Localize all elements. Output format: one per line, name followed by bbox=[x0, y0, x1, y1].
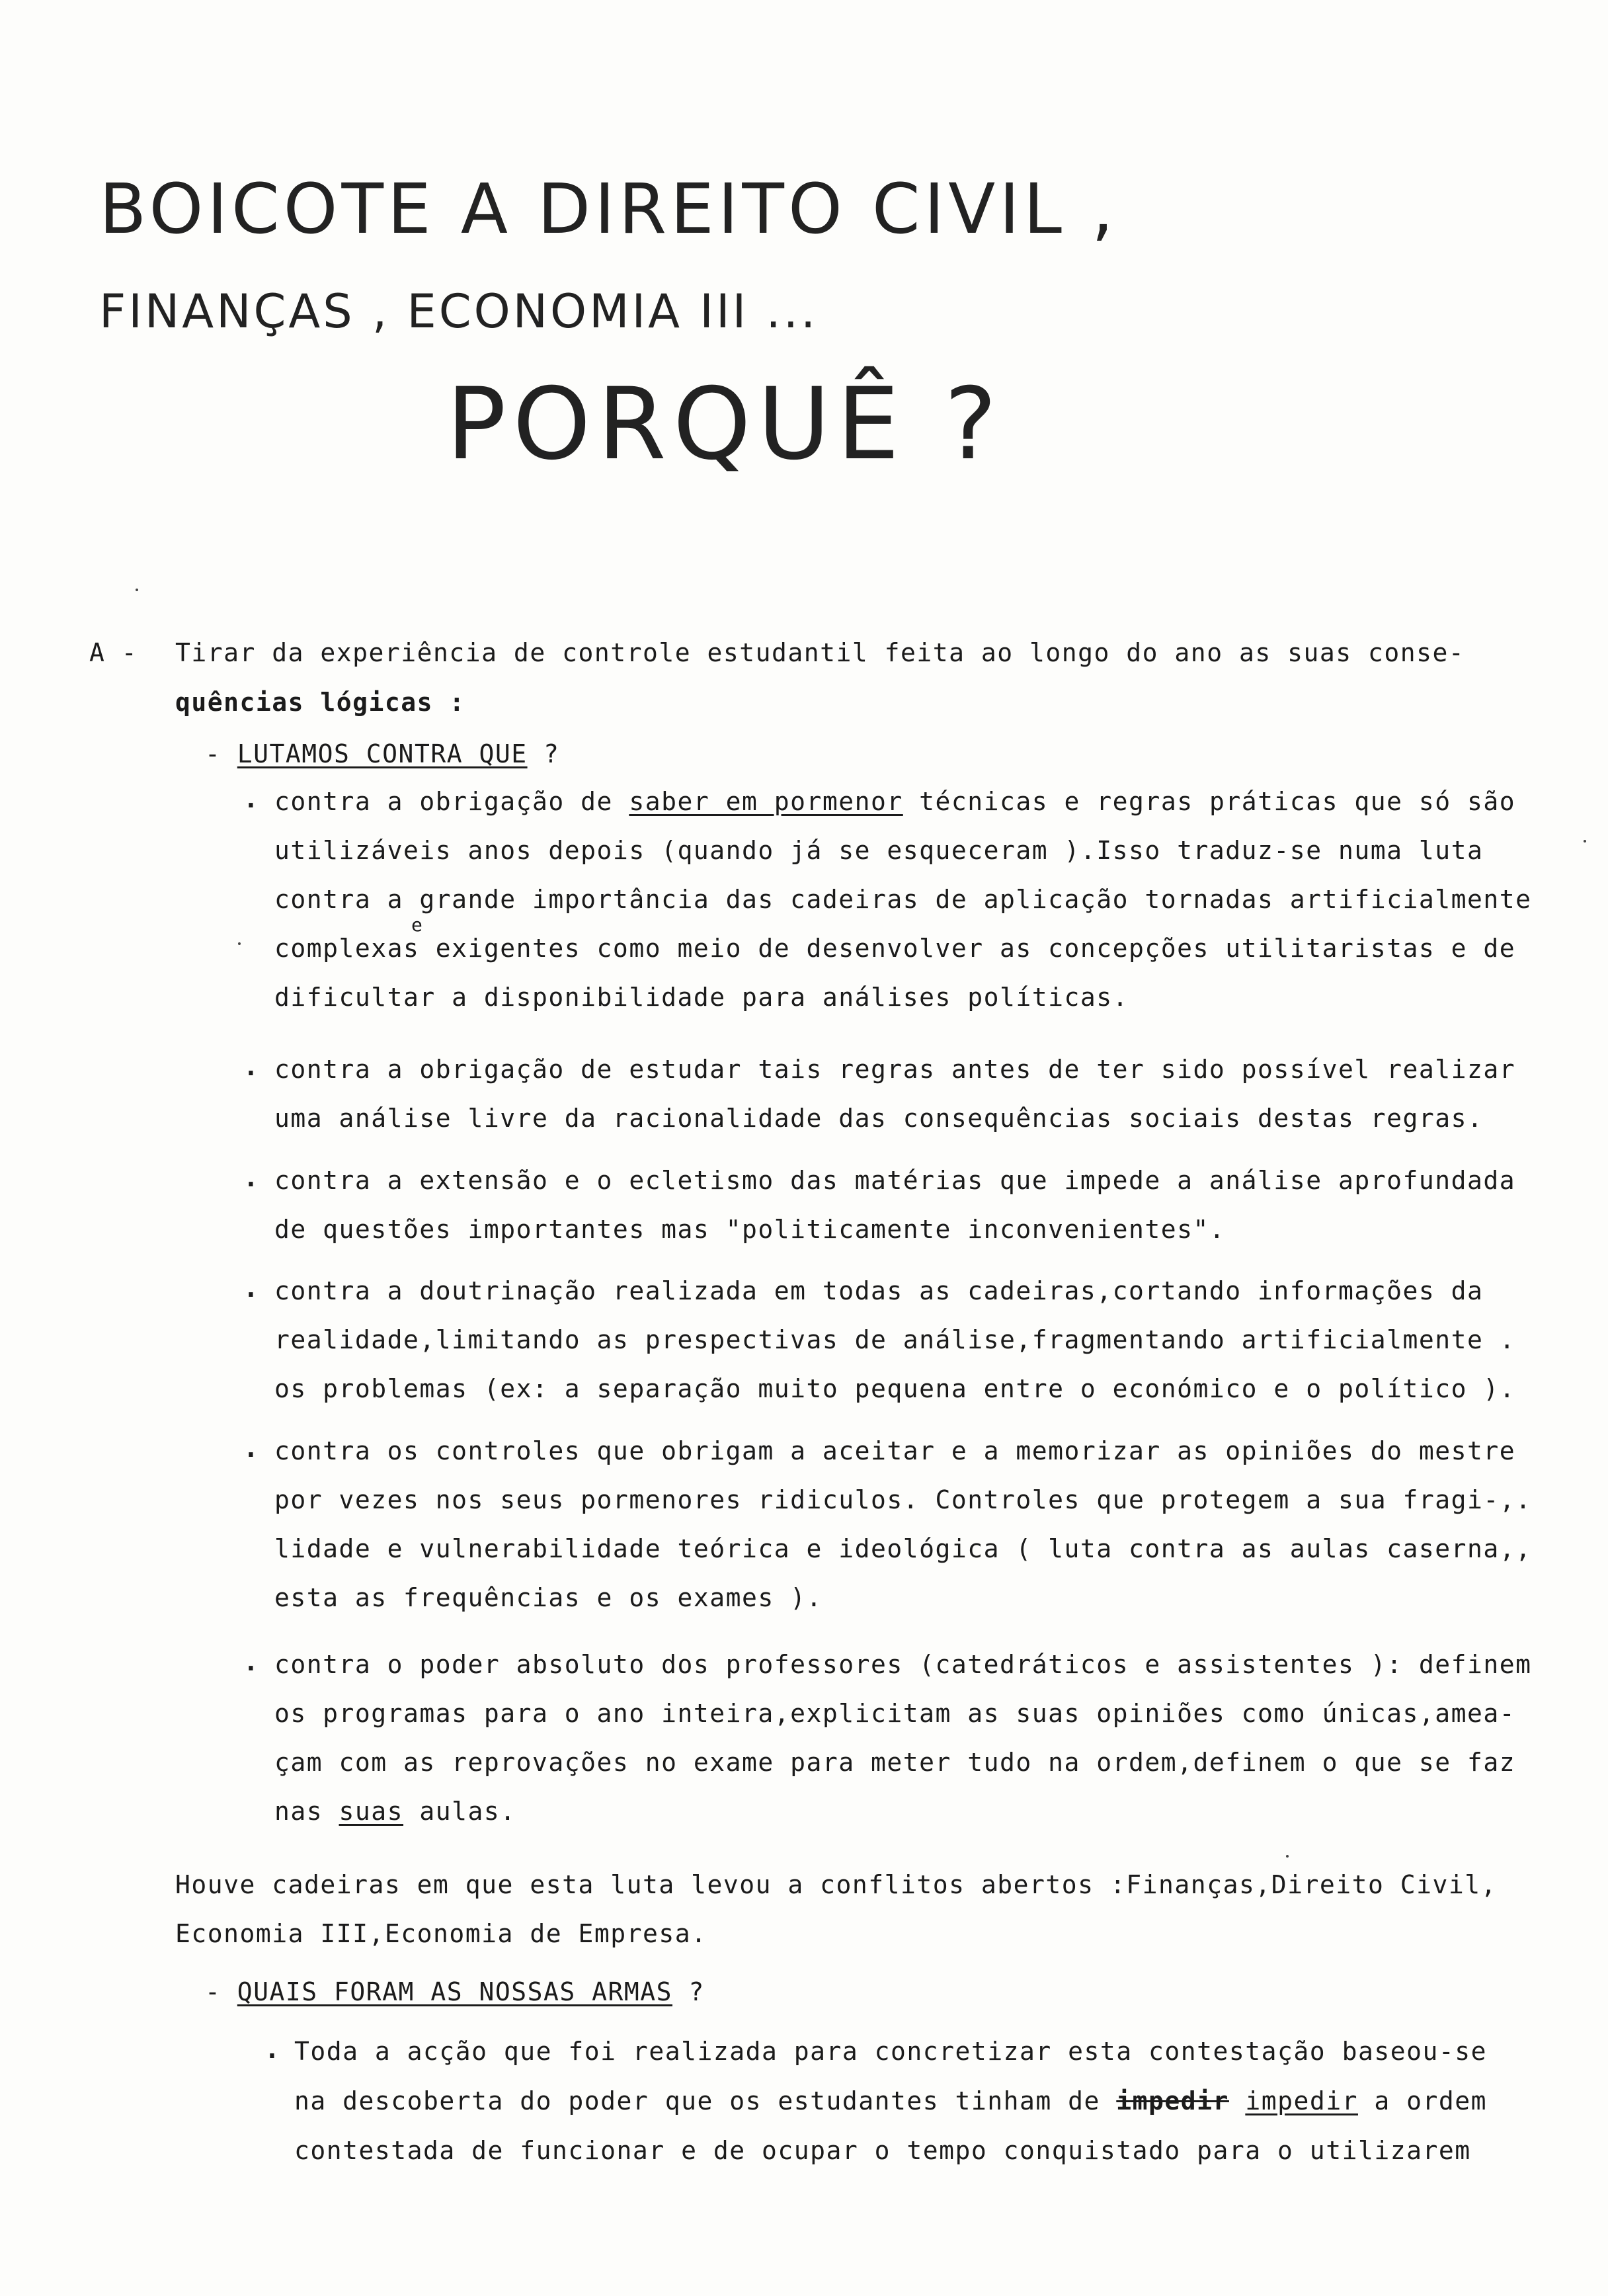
list-item-text: dificultar a disponibilidade para análises políticas. bbox=[274, 983, 1129, 1012]
list-item-text: contra a doutrinação realizada em todas as cadeiras,cortando informações da bbox=[274, 1276, 1484, 1305]
arms-underlined-word: impedir bbox=[1245, 2086, 1358, 2115]
list-item-line bbox=[274, 787, 1515, 816]
handwritten-title-line-1: BOICOTE A DIREITO CIVIL , bbox=[99, 169, 1118, 249]
list-item-line bbox=[274, 1325, 1515, 1354]
list-item-bullet: . bbox=[243, 1274, 259, 1303]
list-item-line bbox=[274, 1699, 1515, 1728]
arms-struck-word: impedir bbox=[1116, 2086, 1229, 2115]
scan-speck bbox=[136, 589, 138, 591]
list-item-line bbox=[274, 1276, 1483, 1305]
list-item-line bbox=[274, 1485, 1531, 1514]
arms-line-2-space bbox=[1229, 2086, 1245, 2115]
arms-line-1: Toda a acção que foi realizada para concretizar esta contestação baseou-se bbox=[294, 2037, 1487, 2066]
list-item-text: os programas para o ano inteira,explicitam as suas opiniões como únicas,amea- bbox=[274, 1699, 1516, 1728]
scan-speck bbox=[1584, 840, 1586, 842]
list-item-text: saber em pormenor bbox=[629, 787, 903, 816]
list-item-text: çam com as reprovações no exame para meter tudo na ordem,definem o que se faz bbox=[274, 1748, 1516, 1777]
question-1-heading bbox=[205, 739, 559, 768]
arms-bullet: . bbox=[264, 2035, 280, 2064]
list-item-line bbox=[274, 1436, 1515, 1465]
list-item-bullet: . bbox=[243, 1434, 259, 1463]
conflicts-line-2: Economia III,Economia de Empresa. bbox=[175, 1919, 707, 1948]
arms-line-2-end: a ordem bbox=[1357, 2086, 1488, 2115]
arms-line-3: contestada de funcionar e de ocupar o tempo conquistado para o utilizarem bbox=[294, 2136, 1471, 2165]
list-item-text: realidade,limitando as prespectivas de análise,fragmentando artificialmente . bbox=[274, 1325, 1516, 1354]
list-item-text: contra a obrigação de estudar tais regras antes de ter sido possível realizar bbox=[274, 1055, 1516, 1084]
question-2-title: QUAIS FORAM AS NOSSAS ARMAS bbox=[237, 1977, 672, 2006]
list-item-text: contra a grande importância das cadeiras de aplicação tornadas artificialmente bbox=[274, 885, 1532, 914]
conflicts-line-1: Houve cadeiras em que esta luta levou a conflitos abertos :Finanças,Direito Civil, bbox=[175, 1870, 1497, 1899]
list-item-bullet: . bbox=[243, 1163, 259, 1192]
list-item-line bbox=[274, 1797, 516, 1826]
list-item-line bbox=[274, 1055, 1515, 1084]
list-item-line bbox=[274, 836, 1483, 865]
arms-line-2-start: na descoberta do poder que os estudantes tinham de bbox=[294, 2086, 1117, 2115]
question-2-heading bbox=[205, 1977, 705, 2006]
list-item-text: complexas exigentes como meio de desenvolver as concepções utilitaristas e de bbox=[274, 934, 1516, 963]
list-item-text: contra a extensão e o ecletismo das matérias que impede a análise aprofundada bbox=[274, 1166, 1516, 1195]
list-item-text: aulas. bbox=[403, 1797, 516, 1826]
list-item-line bbox=[274, 1104, 1483, 1133]
list-item-text: utilizáveis anos depois (quando já se esqueceram ).Isso traduz-se numa luta bbox=[274, 836, 1484, 865]
list-item-bullet: . bbox=[243, 1052, 259, 1081]
question-1-dash: - bbox=[205, 739, 221, 768]
list-item-line bbox=[274, 1215, 1225, 1244]
list-item-text: os problemas (ex: a separação muito pequena entre o económico e o político ). bbox=[274, 1374, 1516, 1403]
scan-speck bbox=[1286, 1855, 1289, 1858]
list-item-text: por vezes nos seus pormenores ridiculos. Controles que protegem a sua fragi-,. bbox=[274, 1485, 1532, 1514]
arms-line-2 bbox=[294, 2086, 1487, 2115]
list-item-line bbox=[274, 1534, 1531, 1563]
list-item-bullet: . bbox=[243, 784, 259, 813]
list-item-line bbox=[274, 1374, 1515, 1403]
list-item-text: de questões importantes mas "politicamente inconvenientes". bbox=[274, 1215, 1226, 1244]
section-a-marker: A - bbox=[89, 638, 138, 667]
list-item-line bbox=[274, 1166, 1515, 1195]
question-2-mark: ? bbox=[672, 1977, 705, 2006]
superscript-insertion: e bbox=[411, 914, 424, 936]
list-item-text: suas bbox=[339, 1797, 404, 1826]
list-item-line bbox=[274, 983, 1129, 1012]
list-item-line bbox=[274, 1583, 823, 1612]
handwritten-title-porque: PORQUÊ ? bbox=[446, 367, 1004, 482]
handwritten-title-line-2: FINANÇAS , ECONOMIA III ... bbox=[99, 284, 819, 339]
list-item-text: lidade e vulnerabilidade teórica e ideológica ( luta contra as aulas caserna,, bbox=[274, 1534, 1532, 1563]
list-item-text: técnicas e regras práticas que só são bbox=[903, 787, 1516, 816]
list-item-text: contra a obrigação de bbox=[274, 787, 629, 816]
question-1-title: LUTAMOS CONTRA QUE bbox=[237, 739, 528, 768]
list-item-text: uma análise livre da racionalidade das consequências sociais destas regras. bbox=[274, 1104, 1484, 1133]
list-item-text: esta as frequências e os exames ). bbox=[274, 1583, 823, 1612]
question-2-dash: - bbox=[205, 1977, 221, 2006]
list-item-line bbox=[274, 934, 1515, 963]
section-a-intro-line-2: quências lógicas : bbox=[175, 688, 465, 717]
list-item-line bbox=[274, 885, 1531, 914]
list-item-line bbox=[274, 1748, 1515, 1777]
list-item-line bbox=[274, 1650, 1531, 1679]
list-item-bullet: . bbox=[243, 1647, 259, 1676]
question-1-mark: ? bbox=[527, 739, 560, 768]
list-item-text: contra o poder absoluto dos professores (catedráticos e assistentes ): definem bbox=[274, 1650, 1532, 1679]
list-item-text: nas bbox=[274, 1797, 339, 1826]
section-a-intro-line-1: Tirar da experiência de controle estudantil feita ao longo do ano as suas conse- bbox=[175, 638, 1465, 667]
scan-speck bbox=[238, 942, 241, 945]
list-item-text: contra os controles que obrigam a aceitar e a memorizar as opiniões do mestre bbox=[274, 1436, 1516, 1465]
